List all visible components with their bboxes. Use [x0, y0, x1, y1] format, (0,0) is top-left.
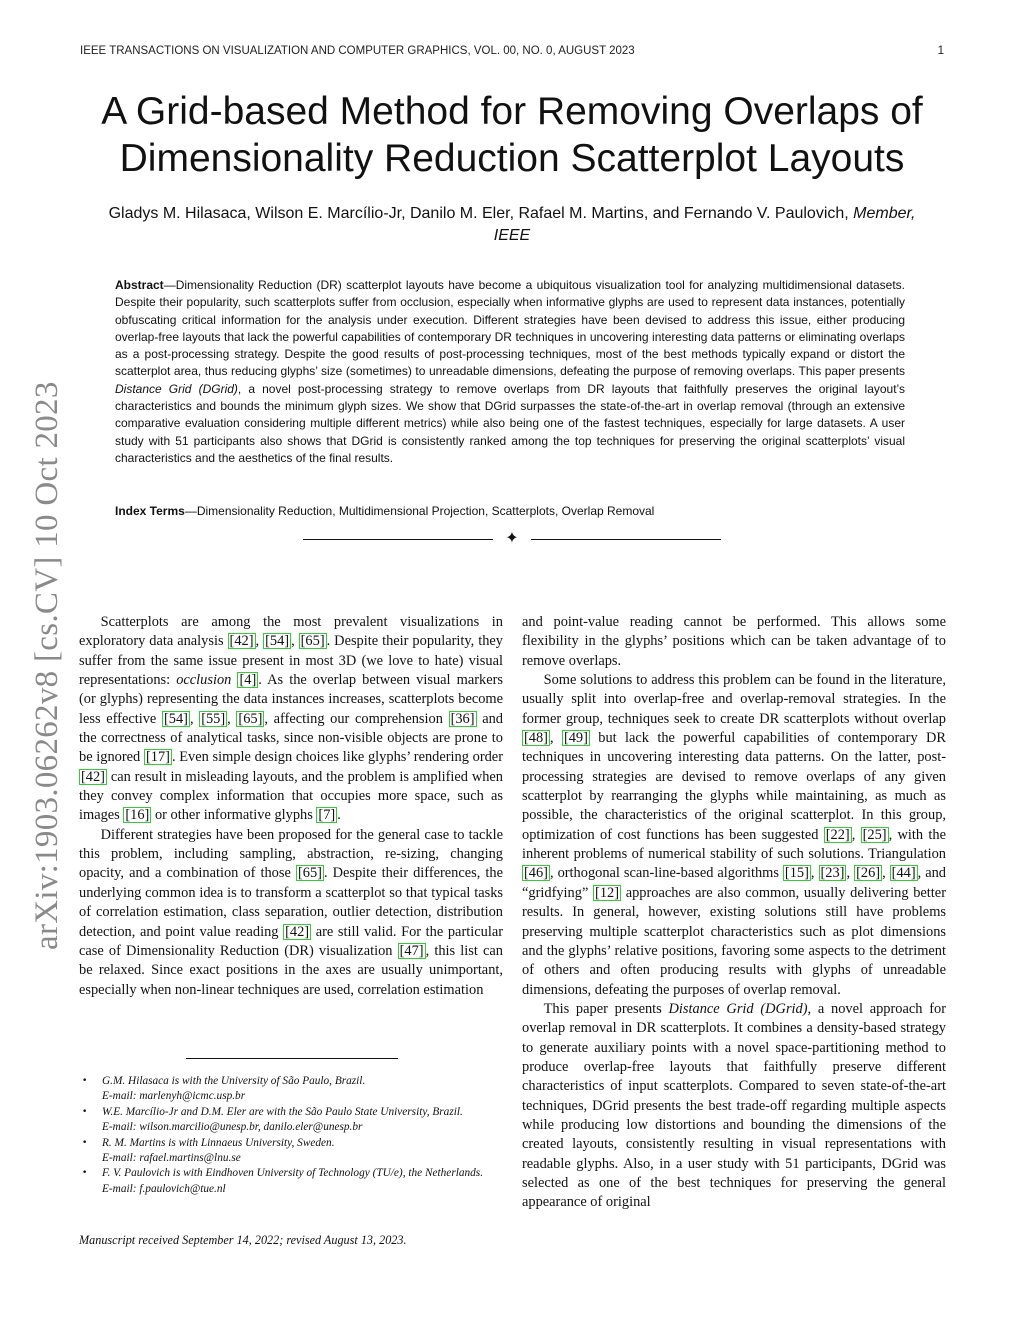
page-number: 1	[937, 45, 944, 57]
citation-link[interactable]: [49]	[563, 730, 588, 747]
footnote-email: E-mail: wilson.marcilio@unesp.br, danilo.eler@unesp.br	[102, 1121, 363, 1134]
citation-link[interactable]: [65]	[297, 865, 322, 882]
citation-link[interactable]: [36]	[450, 710, 475, 727]
author-list	[100, 203, 924, 247]
bullet-icon: •	[82, 1168, 88, 1179]
footnote-item: • G.M. Hilasaca is with the University of São Paulo, Brazil. E-mail: marlenyh@icmc.usp.br	[79, 1074, 503, 1105]
index-terms-text: —Dimensionality Reduction, Multidimensional Projection, Scatterplots, Overlap Removal	[184, 504, 655, 518]
index-terms-heading: Index Terms	[115, 504, 185, 518]
abstract-emphasis: Distance Grid (DGrid)	[115, 381, 238, 396]
footnote-item: • W.E. Marcílio-Jr and D.M. Eler are with the São Paulo State University, Brazil. E-mail: wilson.marcilio@unesp.br, danilo.eler@unesp.br	[79, 1105, 503, 1136]
citation-link[interactable]: [4]	[239, 672, 257, 689]
abstract-text-2: , a novel post-processing strategy to remove overlaps from DR layouts that faithfully preserves the original layout’s characteristics and bounds the minimum glyph sizes. We show that DGrid surpasses the state-of-the-art in overlap removal (through an extensive comparative evaluation considering multiple different metrics) while also being one of the fastest techniques, especially for large datasets. A user study with 51 participants also shows that DGrid is consistently ranked among the top techniques for preserving the original scatterplots’ visual characteristics and the aesthetics of the final results.	[115, 381, 905, 465]
journal-name: IEEE TRANSACTIONS ON VISUALIZATION AND COMPUTER GRAPHICS, VOL. 00, NO. 0, AUGUST 2023	[80, 45, 635, 57]
footnote-rule	[186, 1058, 398, 1059]
citation-link[interactable]: [42]	[229, 633, 254, 650]
paragraph: Different strategies have been proposed for the general case to tackle this problem, including sampling, abstraction, re-sizing, changing opacity, and a combination of those [65] . Despite their differences, the underlying common idea is to transform a scatterplot so that typical tasks of correlation estimation, class separation, outlier detection, distribution detection, and point value reading [42] are still valid. For the particular case of Dimensionality Reduction (DR) visualization [47] , this list can be relaxed. Since exact positions in the axes are usually unimportant, especially when non-linear techniques are used, correlation estimation	[79, 826, 504, 998]
citation-link[interactable]: [54]	[163, 710, 188, 727]
citation-link[interactable]: [22]	[825, 826, 850, 843]
separator-rule-left	[303, 539, 493, 540]
footnote-item: • R. M. Martins is with Linnaeus University, Sweden. E-mail: rafael.martins@lnu.se	[79, 1136, 503, 1167]
manuscript-dates: Manuscript received September 14, 2022; revised August 13, 2023.	[79, 1233, 407, 1247]
separator-rule-right	[531, 539, 721, 540]
citation-link[interactable]: [26]	[856, 865, 881, 882]
bullet-icon: •	[82, 1137, 88, 1148]
footnote-email: E-mail: marlenyh@icmc.usp.br	[102, 1090, 246, 1103]
footnote-email: E-mail: f.paulovich@tue.nl	[102, 1182, 226, 1195]
citation-link[interactable]: [65]	[238, 710, 263, 727]
paragraph: Scatterplots are among the most prevalent visualizations in exploratory data analysis [42] , [54] , [65] . Despite their popularity, they suffer from the same issue present in most 3D (we love to hate) visual representations: occlusion [4] . As the overlap between visual markers (or glyphs) representing the data instances increases, scatterplots become less effective [54] , [55] , [65] , affecting our comprehension [36] and the correctness of analytical tasks, since non-visible objects are prone to be ignored [17] . Even simple design choices like glyphs’ rendering order [42] can result in misleading layouts, and the problem is amplified when they convey complex information that occupies more space, such as images [16] or other informative glyphs [7] .	[79, 614, 503, 824]
citation-link[interactable]: [42]	[81, 768, 105, 785]
citation-link[interactable]: [15]	[784, 865, 809, 882]
citation-link[interactable]: [42]	[285, 923, 310, 940]
paragraph: This paper presents Distance Grid (DGrid), a novel approach for overlap removal in DR scatterplots. It combines a density-based strategy to generate auxiliary points with a novel space-partitioning method to produce overlap-free layouts that faithfully preserve different characteristics of input scatterplots. Compared to seven state-of-the-art techniques, DGrid presents the best trade-off regarding multiple aspects while producing low distortions and bounding the dimensions of the created layouts, consistently resulting in visual representations with readable glyphs. Also, in a user study with 51 participants, DGrid was selected as one of the best techniques for preserving the general appearance of original	[522, 1000, 946, 1211]
separator-diamond-icon: ✦	[505, 528, 519, 547]
arxiv-identifier-stamp: arXiv:1903.06262v8 [cs.CV] 10 Oct 2023	[29, 381, 65, 950]
title-line-2: Dimensionality Reduction Scatterplot Layouts	[119, 137, 905, 180]
footnotes	[79, 1074, 503, 1197]
citation-link[interactable]: [7]	[318, 807, 336, 824]
body-column-right	[522, 613, 946, 1213]
bullet-icon: •	[82, 1076, 88, 1086]
citation-link[interactable]: [65]	[300, 633, 325, 650]
abstract-heading: Abstract	[115, 278, 164, 292]
citation-link[interactable]: [12]	[595, 884, 620, 901]
citation-link[interactable]: [46]	[524, 865, 548, 882]
citation-link[interactable]: [47]	[399, 942, 424, 959]
bullet-icon: •	[82, 1106, 88, 1117]
citation-link[interactable]: [25]	[862, 826, 887, 843]
citation-link[interactable]: [55]	[201, 710, 226, 727]
abstract	[115, 277, 905, 467]
title-line-1: A Grid-based Method for Removing Overlaps of	[101, 90, 923, 133]
body-column-left	[79, 613, 503, 1000]
abstract-text-1: —Dimensionality Reduction (DR) scatterplot layouts have become a ubiquitous visualization tool for analyzing multidimensional datasets. Despite their popularity, such scatterplots suffer from occlusion, especially when informative glyphs are used to represent data instances, potentially obfuscating critical information for the analysis under execution. Different strategies have been devised to address this issue, either producing overlap-free layouts that lack the powerful capabilities of contemporary DR techniques in uncovering interesting data patterns or eliminating overlaps as a post-processing strategy. Despite the good results of post-processing techniques, most of the best methods typically expand or distort the scatterplot area, thus reducing glyphs’ size (sometimes) to unreadable dimensions, defeating the purpose of removing overlaps. This paper presents	[115, 278, 905, 379]
index-terms	[115, 503, 905, 520]
citation-link[interactable]: [54]	[265, 633, 290, 650]
paper-title	[60, 88, 964, 182]
citation-link[interactable]: [48]	[524, 730, 548, 747]
author-membership: Member, IEEE	[493, 205, 916, 244]
citation-link[interactable]: [23]	[820, 865, 845, 882]
citation-link[interactable]: [17]	[145, 749, 170, 766]
running-header	[80, 45, 944, 63]
emphasis: occlusion	[176, 672, 232, 689]
citation-link[interactable]: [44]	[891, 865, 916, 882]
author-names: Gladys M. Hilasaca, Wilson E. Marcílio-Jr, Danilo M. Eler, Rafael M. Martins, and Fernando V. Paulovich,	[108, 205, 849, 222]
emphasis: Distance Grid (DGrid)	[668, 1000, 808, 1017]
paragraph: Some solutions to address this problem can be found in the literature, usually split into overlap-free and overlap-removal strategies. In the former group, techniques seek to create DR scatterplots without overlap [48] , [49] but lack the powerful capabilities of contemporary DR techniques in uncovering interesting data patterns. On the latter, post-processing strategies are devised to remove overlaps of any given scatterplot by rearranging the glyphs while maintaining, as much as possible, the characteristics of the original scatterplot. In this group, optimization of cost functions has been suggested [22] , [25] , with the inherent problems of numerical stability of such solutions. Triangulation [46] , orthogonal scan-line-based algorithms [15] , [23] , [26] , [44] , and “gridfying” [12] approaches are also common, usually delivering better results. In general, however, existing solutions still have problems preserving multiple scatterplot characteristics such as plot dimensions and the glyphs’ relative positions, favoring some aspects to the detriment of others and often producing results with glyphs of unreadable dimensions, defeating the purposes of overlap removal.	[522, 672, 947, 998]
citation-link[interactable]: [16]	[125, 807, 150, 824]
paragraph: and point-value reading cannot be performed. This allows some flexibility in the glyphs’ positions which can be taken advantage of to remove overlaps.	[522, 614, 946, 669]
footnote-item: • F. V. Paulovich is with Eindhoven University of Technology (TU/e), the Netherlands. E-mail: f.paulovich@tue.nl	[79, 1166, 503, 1197]
footnote-email: E-mail: rafael.martins@lnu.se	[102, 1152, 241, 1165]
